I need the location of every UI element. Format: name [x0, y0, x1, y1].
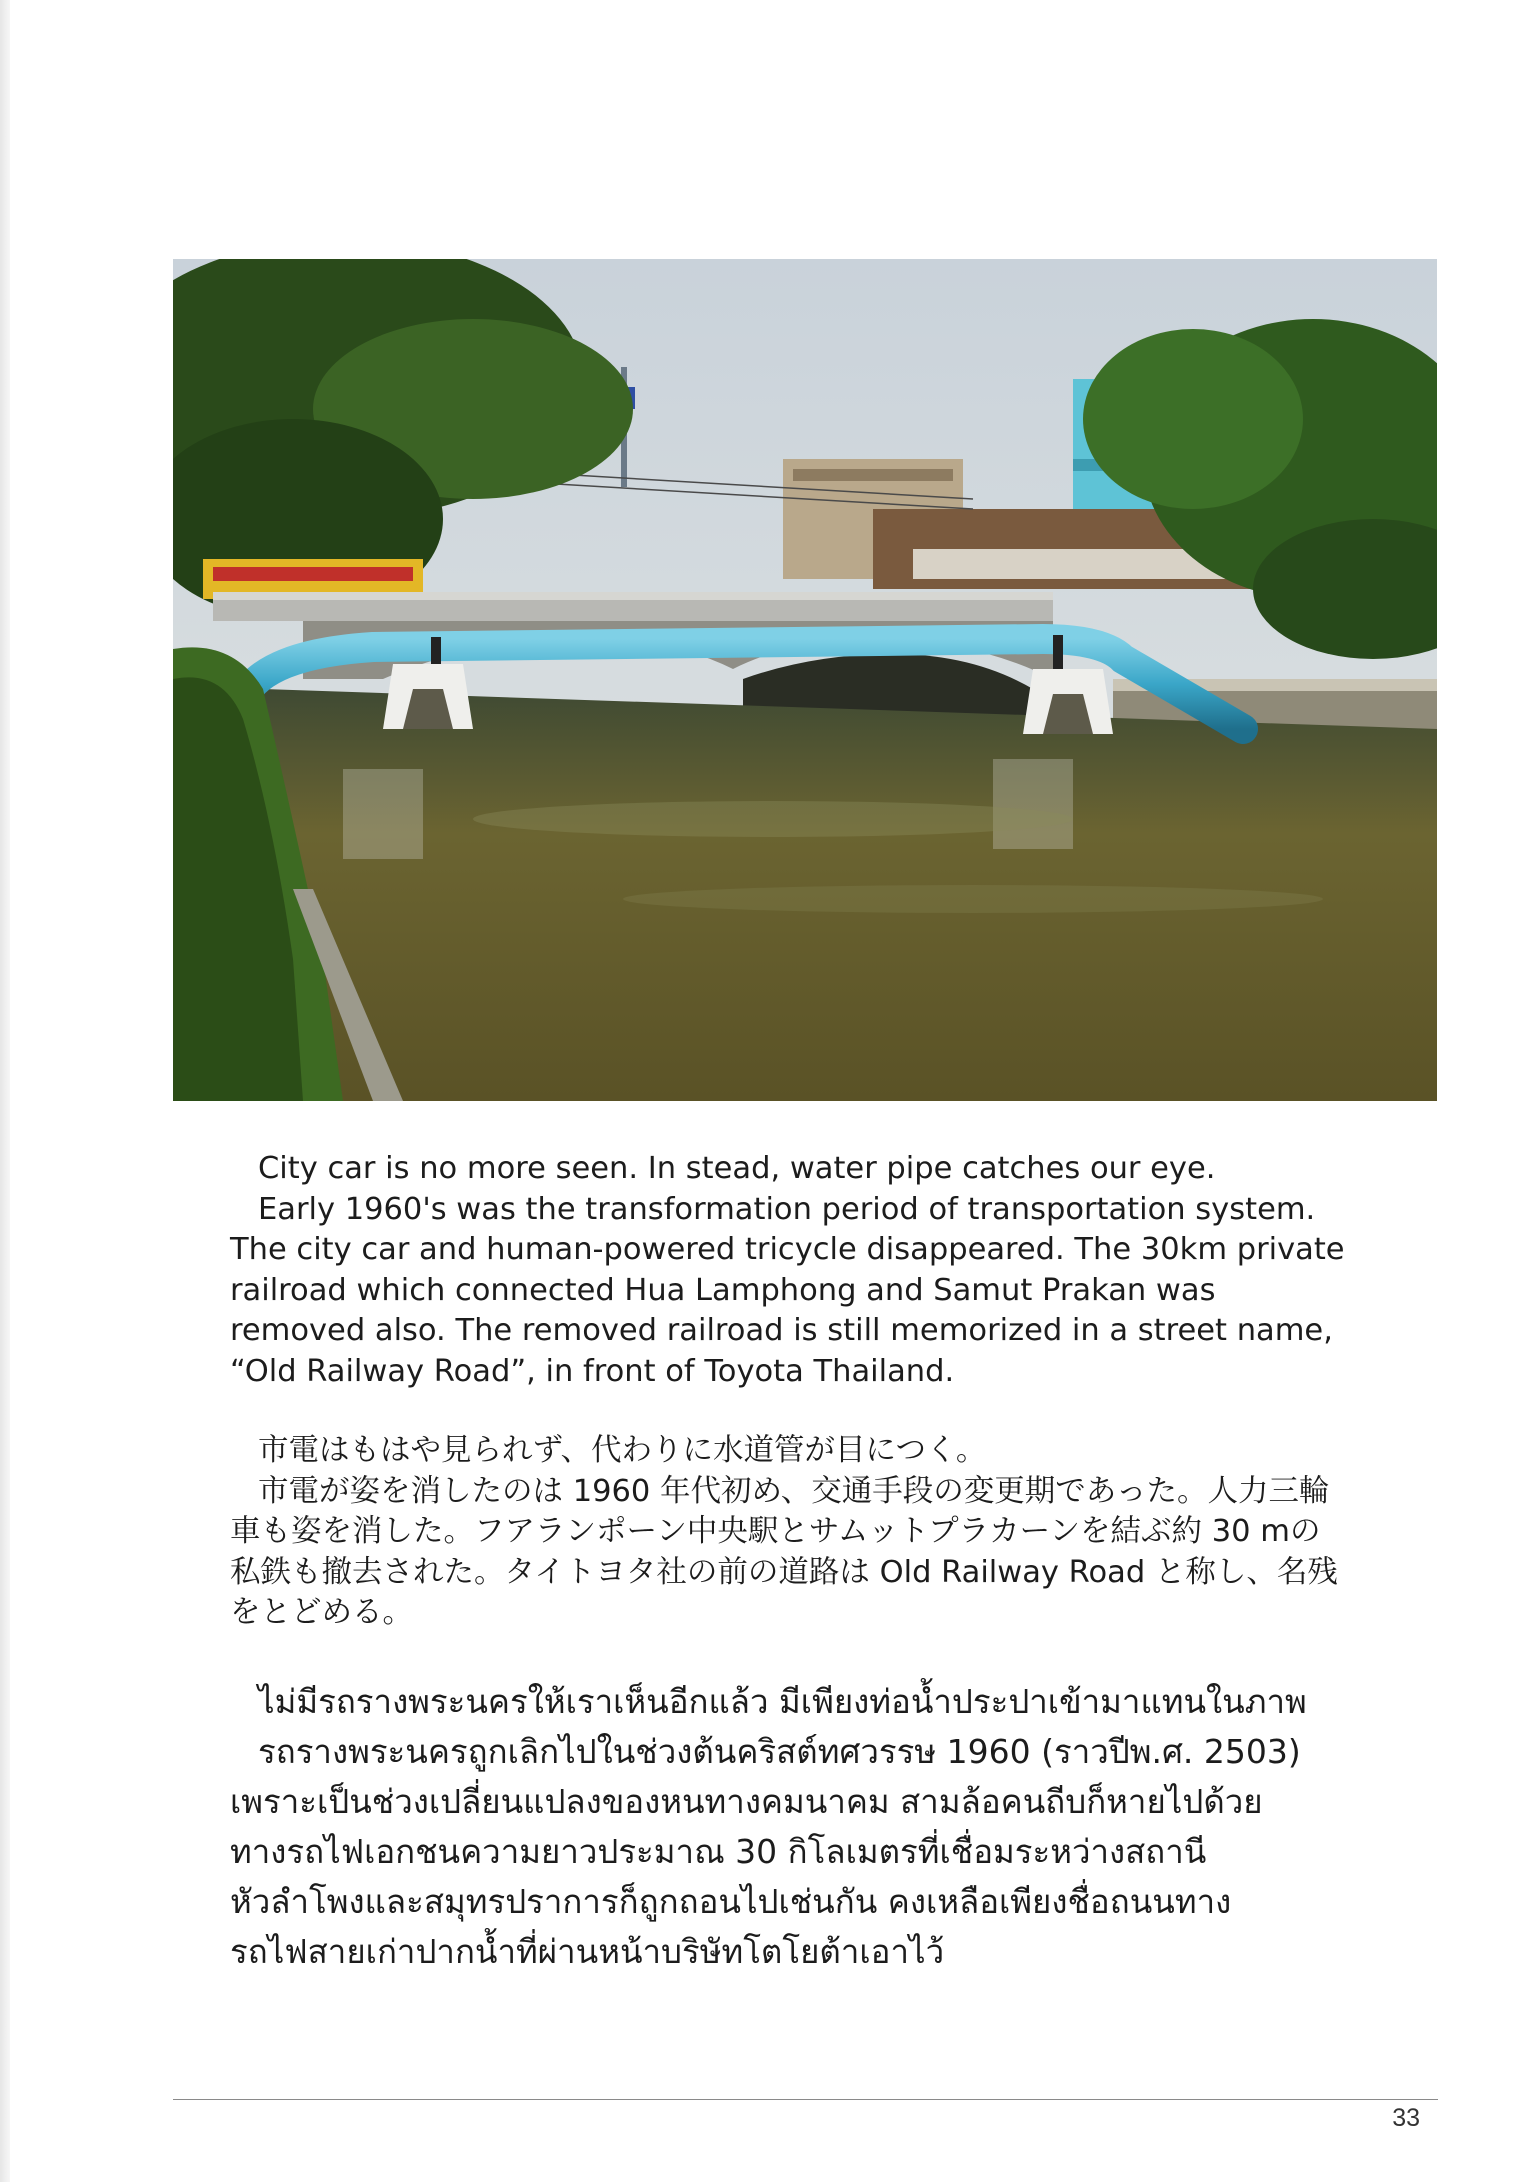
thai-line-6: รถไฟสายเก่าปากน้ำที่ผ่านหน้าบริษัทโตโยต้าเอาไว้ — [230, 1932, 945, 1971]
thai-line-2: รถรางพระนครถูกเลิกไปในช่วงต้นคริสต์ทศวรรษ 1960 (ราวปีพ.ศ. 2503) — [258, 1732, 1301, 1771]
canal-photo — [173, 259, 1437, 1101]
english-line-2: Early 1960's was the transformation period of transportation system. — [258, 1191, 1316, 1227]
english-line-5: removed also. The removed railroad is still memorized in a street name, — [230, 1313, 1333, 1348]
thai-line-4: ทางรถไฟเอกชนความยาวประมาณ 30 กิโลเมตรที่เชื่อมระหว่างสถานี — [230, 1832, 1207, 1871]
japanese-line-1: 市電はもはや見られず、代わりに水道管が目につく。 — [258, 1433, 987, 1468]
canal-photo-illustration — [173, 259, 1437, 1101]
page-number: 33 — [1392, 2104, 1420, 2132]
japanese-line-3: 車も姿を消した。フアランポーン中央駅とサムットプラカーンを結ぶ約 30 mの — [230, 1514, 1321, 1549]
thai-line-1: ไม่มีรถรางพระนครให้เราเห็นอีกแล้ว มีเพียงท่อน้ำประปาเข้ามาแทนในภาพ — [258, 1682, 1307, 1721]
japanese-paragraph — [230, 1431, 1380, 1634]
thai-paragraph — [230, 1677, 1380, 1977]
footer-divider — [173, 2099, 1438, 2100]
japanese-line-5: をとどめる。 — [230, 1595, 413, 1630]
japanese-line-2: 市電が姿を消したのは 1960 年代初め、交通手段の変更期であった。人力三輪 — [258, 1473, 1330, 1509]
english-line-6: “Old Railway Road”, in front of Toyota Thailand. — [230, 1353, 955, 1389]
english-line-3: The city car and human-powered tricycle disappeared. The 30km private — [230, 1232, 1345, 1267]
english-line-4: railroad which connected Hua Lamphong and Samut Prakan was — [230, 1272, 1216, 1308]
thai-line-5: หัวลำโพงและสมุทรปราการก็ถูกถอนไปเช่นกัน คงเหลือเพียงชื่อถนนทาง — [230, 1882, 1232, 1921]
english-line-1: City car is no more seen. In stead, water pipe catches our eye. — [258, 1151, 1216, 1186]
japanese-line-4: 私鉄も撤去された。タイトヨタ社の前の道路は Old Railway Road と称し、名残 — [230, 1554, 1338, 1590]
page-edge — [0, 0, 10, 2182]
thai-line-3: เพราะเป็นช่วงเปลี่ยนแปลงของหนทางคมนาคม สามล้อคนถีบก็หายไปด้วย — [230, 1782, 1263, 1821]
english-paragraph — [230, 1149, 1380, 1392]
